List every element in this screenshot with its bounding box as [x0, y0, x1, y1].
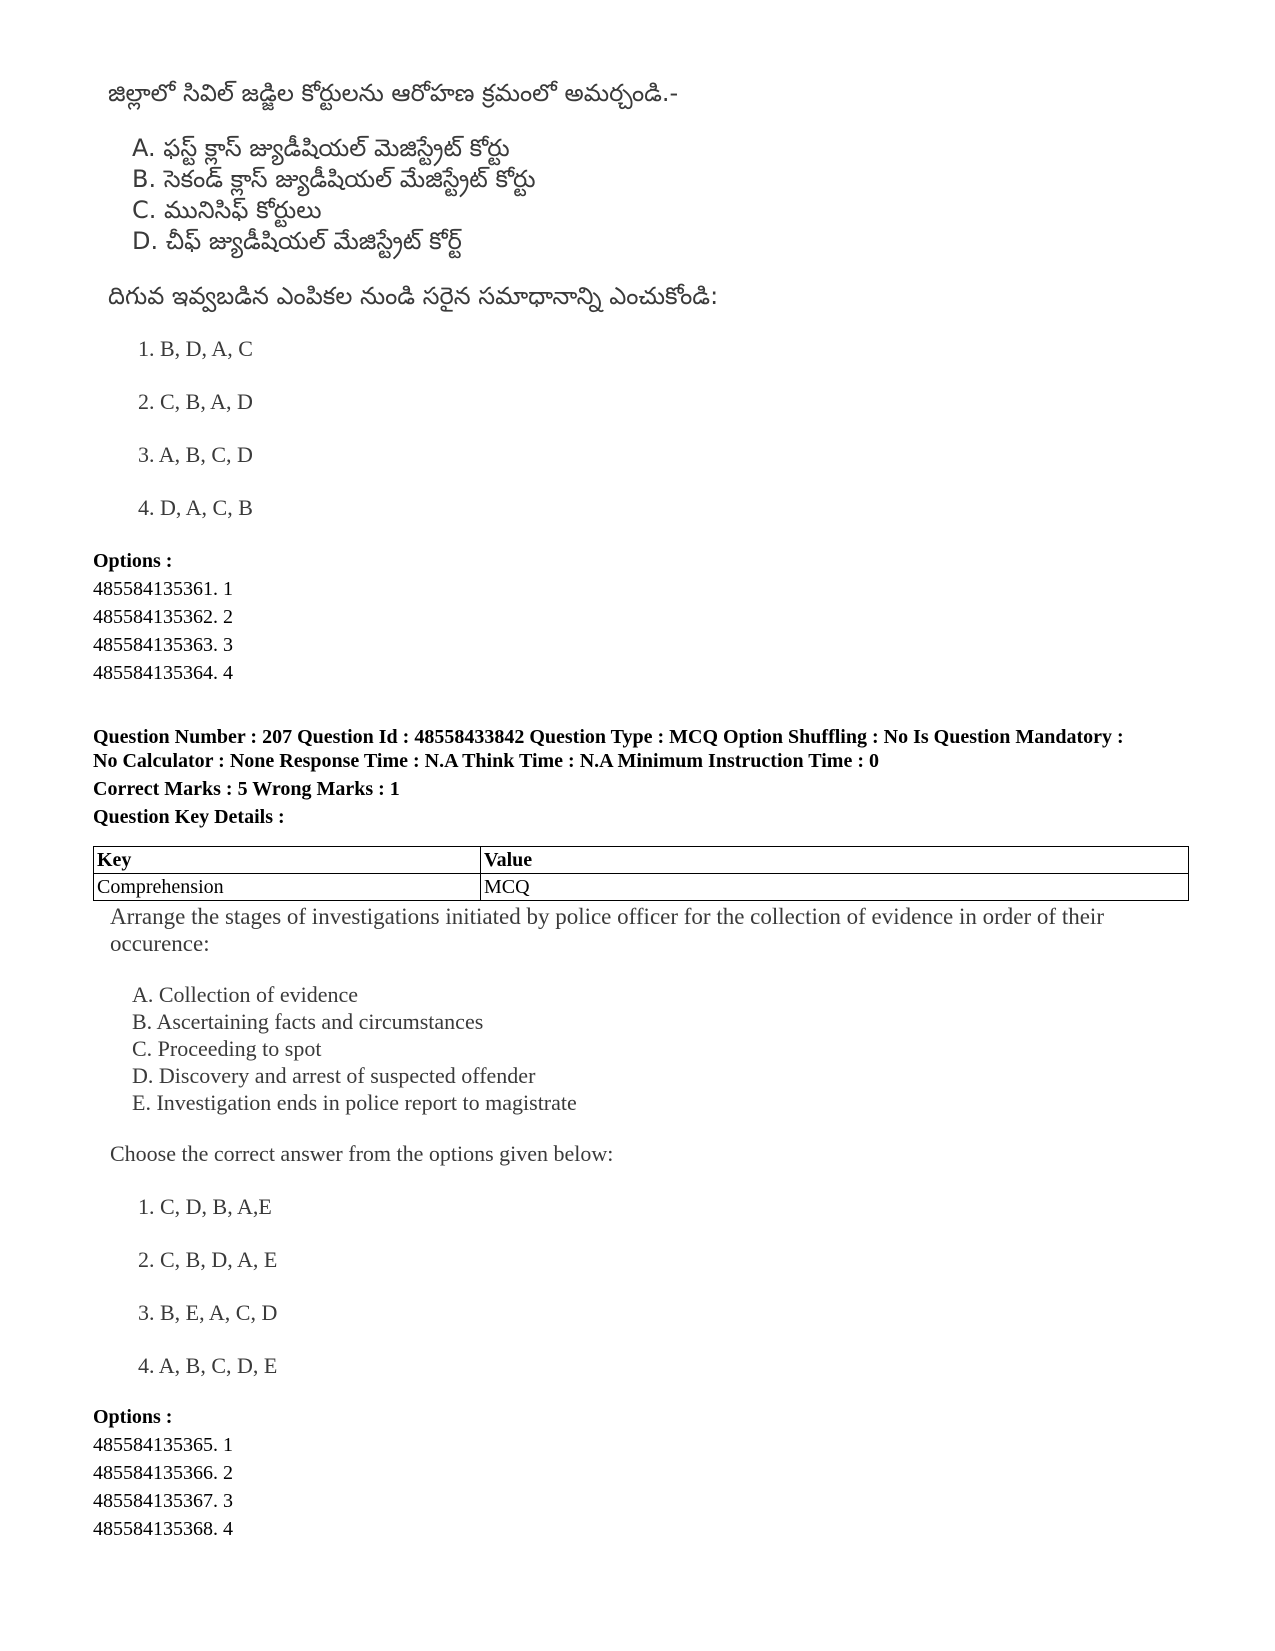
question-207-stem-line1: Arrange the stages of investigations initiated by police officer for the collection of evidence in order of their	[110, 904, 1104, 929]
question-207-option-2: 485584135366. 2	[93, 1462, 233, 1484]
question-206-choice-1: 1. B, D, A, C	[138, 336, 253, 361]
question-206-option-3: 485584135363. 3	[93, 634, 233, 656]
question-206-item-c: C. మునిసిఫ్ కోర్టులు	[132, 196, 322, 224]
table-row	[94, 874, 1189, 901]
key-table-header-value: Value	[481, 847, 1189, 874]
question-206-item-b: B. సెకండ్ క్లాస్ జ్యుడీషియల్ మేజిస్ట్రేట్ కోర్టు	[132, 165, 536, 193]
question-207-choice-4: 4. A, B, C, D, E	[138, 1353, 278, 1378]
key-table-cell-key: Comprehension	[94, 874, 481, 901]
question-207-choice-2: 2. C, B, D, A, E	[138, 1247, 278, 1272]
question-207-stem-line2: occurence:	[110, 931, 210, 956]
question-207-marks: Correct Marks : 5 Wrong Marks : 1	[93, 778, 400, 800]
question-207-option-4: 485584135368. 4	[93, 1518, 233, 1540]
question-206-options-label: Options :	[93, 550, 173, 572]
question-207-instruction: Choose the correct answer from the options given below:	[110, 1141, 614, 1166]
question-206-choice-4: 4. D, A, C, B	[138, 495, 253, 520]
question-206-option-4: 485584135364. 4	[93, 662, 233, 684]
question-206-stem: జిల్లాలో సివిల్ జడ్జిల కోర్టులను ఆరోహణ క్రమంలో అమర్చండి.-	[108, 79, 679, 107]
question-207-item-d: D. Discovery and arrest of suspected offender	[132, 1063, 536, 1088]
question-206-instruction: దిగువ ఇవ్వబడిన ఎంపికల నుండి సరైన సమాధానాన్ని ఎంచుకోండి:	[108, 282, 719, 310]
question-207-option-1: 485584135365. 1	[93, 1434, 233, 1456]
question-206-choice-2: 2. C, B, A, D	[138, 389, 253, 414]
key-table-header-row	[94, 847, 1189, 874]
question-207-key-details-label: Question Key Details :	[93, 806, 285, 828]
question-207-header-line1: Question Number : 207 Question Id : 48558433842 Question Type : MCQ Option Shuffling : No Is Question Mandatory :	[93, 726, 1124, 748]
question-206-option-1: 485584135361. 1	[93, 578, 233, 600]
question-206-item-d: D. చీఫ్ జ్యుడీషియల్ మేజిస్ట్రేట్ కోర్ట్	[132, 227, 462, 255]
question-206-item-a: A. ఫస్ట్ క్లాస్ జ్యుడీషియల్ మెజిస్ట్రేట్ కోర్టు	[132, 134, 510, 162]
question-207-option-3: 485584135367. 3	[93, 1490, 233, 1512]
question-207-item-b: B. Ascertaining facts and circumstances	[132, 1009, 484, 1034]
key-table-header-key: Key	[94, 847, 481, 874]
question-207-item-e: E. Investigation ends in police report to magistrate	[132, 1090, 577, 1115]
question-207-choice-3: 3. B, E, A, C, D	[138, 1300, 278, 1325]
question-206-option-2: 485584135362. 2	[93, 606, 233, 628]
key-table-cell-value: MCQ	[481, 874, 1189, 901]
question-207-item-c: C. Proceeding to spot	[132, 1036, 322, 1061]
question-207-choice-1: 1. C, D, B, A,E	[138, 1194, 272, 1219]
question-207-options-label: Options :	[93, 1406, 173, 1428]
question-207-item-a: A. Collection of evidence	[132, 982, 359, 1007]
question-206-choice-3: 3. A, B, C, D	[138, 442, 253, 467]
question-207-header-line2: No Calculator : None Response Time : N.A Think Time : N.A Minimum Instruction Time : 0	[93, 750, 879, 772]
question-key-table	[93, 846, 1189, 901]
